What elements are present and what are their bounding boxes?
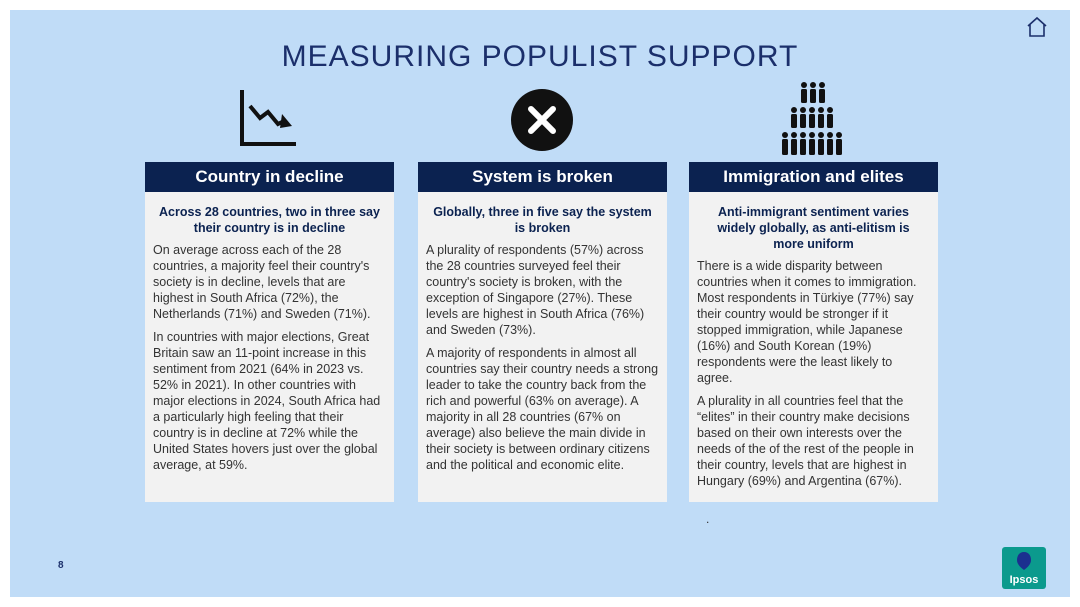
logo-text: Ipsos	[1009, 574, 1039, 586]
ipsos-logo	[1002, 547, 1046, 589]
column-country-in-decline	[145, 162, 394, 502]
column-paragraph: A plurality in all countries feel that the “elites” in their country make decisions based on their own interests over the needs of the of the rest of the people in their country, levels that are highest in Hungary (69%) and Argentina (67%).	[697, 394, 914, 488]
column-body	[418, 192, 667, 502]
column-paragraph: A majority of respondents in almost all countries say their country needs a strong leader to take the country back from the rich and powerful (63% on average). A majority in all 28 countries (67% on average) also believe the main divide in their society is between ordinary citizens and the political and economic elite.	[426, 346, 659, 472]
column-paragraph: On average across each of the 28 countries, a majority feel their country's society is in decline, levels that are highest in South Africa (72%), the Netherlands (71%) and Sweden (71%).	[153, 243, 371, 321]
home-icon[interactable]	[1025, 15, 1049, 39]
declining-chart-icon	[238, 88, 300, 148]
column-subheading: Globally, three in five say the system is broken	[433, 205, 652, 235]
logo-mark-icon	[1016, 551, 1032, 571]
column-subheading: Anti-immigrant sentiment varies widely globally, as anti-elitism is more uniform	[717, 205, 910, 251]
column-subheading: Across 28 countries, two in three say their country is in decline	[159, 205, 380, 235]
column-paragraph: A plurality of respondents (57%) across the 28 countries surveyed feel their country's society is broken, with the exception of Singapore (27%). These levels are highest in South Africa (76%) and Sweden (73%).	[426, 243, 645, 337]
column-header: System is broken	[418, 162, 667, 192]
x-circle-icon	[510, 88, 574, 152]
trailing-mark: .	[706, 512, 710, 526]
people-pyramid-icon	[780, 82, 848, 158]
column-body	[689, 192, 938, 502]
column-paragraph: In countries with major elections, Great Britain saw an 11-point increase in this sentiment from 2021 (64% in 2023 vs. 52% in 2021). In other countries with major elections in 2024, South Africa had a particularly high feeling that their country is in decline at 72% while the United States hovers just over the global average, at 59%.	[153, 330, 381, 472]
slide	[10, 10, 1070, 597]
page-number: 8	[58, 560, 64, 571]
page-title: MEASURING POPULIST SUPPORT	[281, 40, 799, 73]
column-header: Immigration and elites	[689, 162, 938, 192]
column-immigration-and-elites	[689, 162, 938, 502]
column-body	[145, 192, 394, 502]
column-header: Country in decline	[145, 162, 394, 192]
column-paragraph: There is a wide disparity between countries when it comes to immigration. Most respondents in Türkiye (77%) say their country would be stronger if it stopped immigration, while Japanese (16%) and South Korean (19%) respondents were the least likely to agree.	[697, 259, 917, 385]
column-system-is-broken	[418, 162, 667, 502]
